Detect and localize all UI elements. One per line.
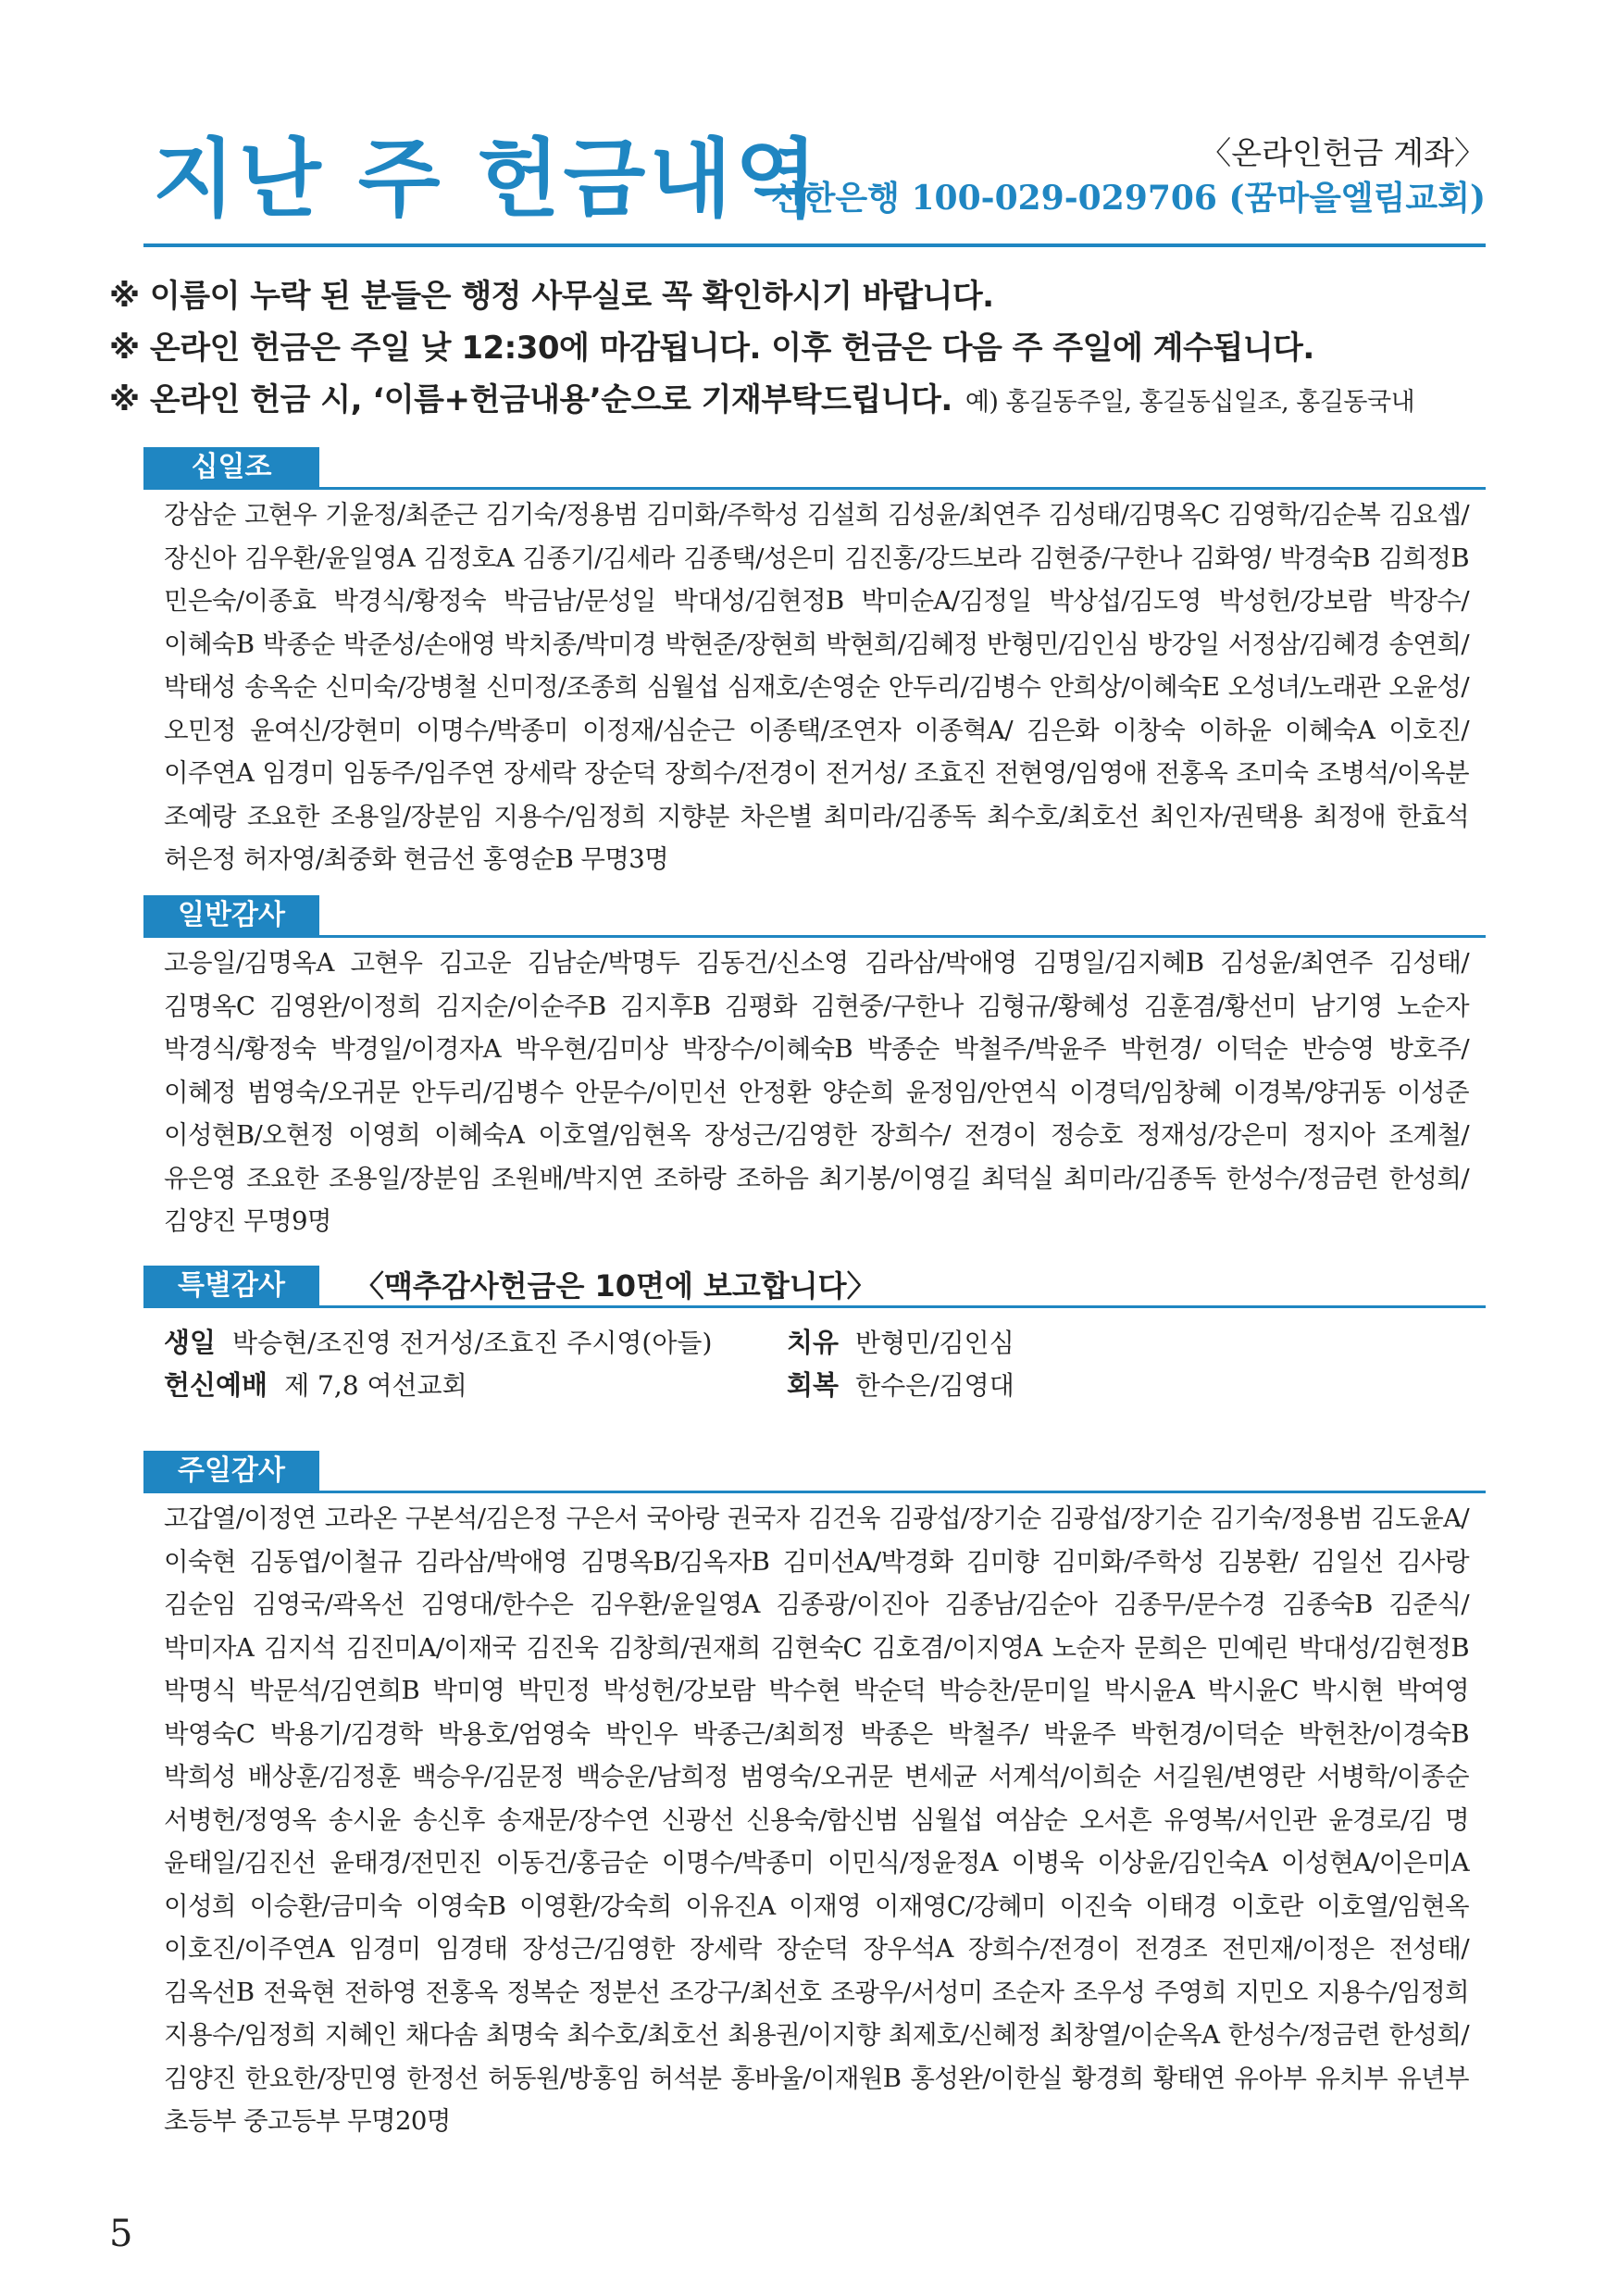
section-header bbox=[143, 1266, 1486, 1308]
name-list: 고갑열/이정연 고라온 구본석/김은정 구은서 국아랑 권국자 김건욱 김광섭/장기순 김광섭/장기순 김기숙/정용범 김도윤A/이숙현 김동엽/이철규 김라삼/박애영 김명옥B/김옥자B 김미선A/박경화 김미향 김미화/주학성 김봉환/ 김일선 김사랑 김순임 김영국/곽옥선 김영대/한수은 김우환/윤일영A 김종광/이진아 김종남/김순아 김종무/문수경 김종숙B 김준식/박미자A 김지석 김진미A/이재국 김진욱 김창희/권재희 김현숙C 김호겸/이지영A 노순자 문희은 민예린 박대성/김현정B 박명식 박문석/김연희B 박미영 박민정 박성헌/강보람 박수현 박순덕 박승찬/문미일 박시윤A 박시윤C 박시현 박여영 박영숙C 박용기/김경학 박용호/엄영숙 박인우 박종근/최희정 박종은 박철주/ 박윤주 박헌경/이덕순 박헌찬/이경숙B 박희성 배상훈/김정훈 백승우/김문정 백승운/남희정 범영숙/오귀문 변세균 서계석/이희순 서길원/변영란 서병학/이종순 서병헌/정영옥 송시윤 송신후 송재문/장수연 신광선 신용숙/함신범 심월섭 여삼순 오서흔 유영복/서인관 윤경로/김 명 윤태일/김진선 윤태경/전민진 이동건/홍금순 이명수/박종미 이민식/정윤정A 이병욱 이상윤/김인숙A 이성현A/이은미A 이성희 이승환/금미숙 이영숙B 이영환/강숙희 이유진A 이재영 이재영C/강혜미 이진숙 이태경 이호란 이호열/임현옥 이호진/이주연A 임경미 임경태 장성근/김영한 장세락 장순덕 장우석A 장희수/전경이 전경조 전민재/이정은 전성태/김옥선B 전육현 전하영 전홍옥 정복순 정분선 조강구/최선호 조광우/서성미 조순자 조우성 주영희 지민오 지용수/임정희 지용수/임정희 지혜인 채다솜 최명숙 최수호/최호선 최용권/이지향 최제호/신혜정 최창열/이순옥A 한성수/정금련 한성희/김양진 한요한/장민영 한정선 허동원/방홍임 허석분 홍바울/이재원B 홍성완/이한실 황경희 황태연 유아부 유치부 유년부 초등부 중고등부 무명20명 bbox=[164, 1504, 1469, 2136]
section-label: 주일감사 bbox=[143, 1451, 319, 1491]
section-label: 일반감사 bbox=[143, 895, 319, 936]
page-number: 5 bbox=[109, 2213, 133, 2255]
section-special-thanks bbox=[143, 1266, 1486, 1414]
notice-item: ※ 이름이 누락 된 분들은 행정 사무실로 꼭 확인하시기 바랍니다. bbox=[109, 278, 994, 315]
online-account-label: 〈온라인헌금 계좌〉 bbox=[1200, 135, 1486, 172]
section-label: 십일조 bbox=[143, 447, 319, 488]
section-note: 〈맥추감사헌금은 10면에 보고합니다〉 bbox=[355, 1268, 877, 1304]
page-header bbox=[143, 111, 1486, 259]
special-row-dedication: 헌신예배 제 7,8 여선교회 bbox=[164, 1369, 467, 1401]
section-divider bbox=[143, 1305, 1486, 1308]
special-list bbox=[164, 1321, 1486, 1414]
section-tithe bbox=[143, 447, 1486, 881]
name-list: 강삼순 고현우 기윤정/최준근 김기숙/정용범 김미화/주학성 김설희 김성윤/최연주 김성태/김명옥C 김영학/김순복 김요셉/장신아 김우환/윤일영A 김정호A 김종기/김세라 김종택/성은미 김진홍/강드보라 김현중/구한나 김화영/ 박경숙B 김희정B 민은숙/이종효 박경식/황정숙 박금남/문성일 박대성/김현정B 박미순A/김정일 박상섭/김도영 박성헌/강보람 박장수/이혜숙B 박종순 박준성/손애영 박치종/박미경 박현준/장현희 박현희/김혜정 반형민/김인심 방강일 서정삼/김혜경 송연희/박태성 송옥순 신미숙/강병철 신미정/조종희 심월섭 심재호/손영순 안두리/김병수 안희상/이혜숙E 오성녀/노래관 오윤성/오민정 윤여신/강현미 이명수/박종미 이정재/심순근 이종택/조연자 이종혁A/ 김은화 이창숙 이하윤 이혜숙A 이호진/이주연A 임경미 임동주/임주연 장세락 장순덕 장희수/전경이 전거성/ 조효진 전현영/임영애 전홍옥 조미숙 조병석/이옥분 조예랑 조요한 조용일/장분임 지용수/임정희 지향분 차은별 최미라/김종독 최수호/최호선 최인자/권택용 최정애 한효석 허은정 허자영/최중화 현금선 홍영순B 무명3명 bbox=[164, 500, 1469, 874]
section-header bbox=[143, 447, 1486, 490]
special-row-birthday: 생일 박승현/조진영 전거성/조효진 주시영(아들) bbox=[164, 1327, 713, 1358]
notice-example: 예) 홍길동주일, 홍길동십일조, 홍길동국내 bbox=[965, 388, 1415, 417]
section-general-thanks bbox=[143, 895, 1486, 1243]
section-divider bbox=[143, 1491, 1486, 1493]
notice-item: ※ 온라인 헌금 시, ‘이름+헌금내용’순으로 기재부탁드립니다. 예) 홍길동주일, 홍길동십일조, 홍길동국내 bbox=[109, 381, 1415, 418]
page-title: 지난 주 헌금내역 bbox=[153, 130, 822, 229]
notice-list bbox=[109, 270, 1498, 426]
special-row-healing: 치유 반형민/김인심 bbox=[787, 1327, 1014, 1358]
name-list: 고응일/김명옥A 고현우 김고운 김남순/박명두 김동건/신소영 김라삼/박애영 김명일/김지혜B 김성윤/최연주 김성태/김명옥C 김영완/이정희 김지순/이순주B 김지후B 김평화 김현중/구한나 김형규/황혜성 김훈겸/황선미 남기영 노순자 박경식/황정숙 박경일/이경자A 박우현/김미상 박장수/이혜숙B 박종순 박철주/박윤주 박헌경/ 이덕순 반승영 방호주/이혜정 범영숙/오귀문 안두리/김병수 안문수/이민선 안정환 양순희 윤정임/안연식 이경덕/임창혜 이경복/양귀동 이성준 이성현B/오현정 이영희 이혜숙A 이호열/임현옥 장성근/김영한 장희수/ 전경이 정승호 정재성/강은미 정지아 조계철/유은영 조요한 조용일/장분임 조원배/박지연 조하랑 조하음 최기봉/이영길 최덕실 최미라/김종독 한성수/정금련 한성희/김양진 무명9명 bbox=[164, 948, 1469, 1236]
section-sunday-thanks bbox=[143, 1451, 1486, 2143]
special-row-recovery: 회복 한수은/김영대 bbox=[787, 1369, 1014, 1401]
section-label: 특별감사 bbox=[143, 1266, 319, 1306]
section-divider bbox=[143, 935, 1486, 938]
header-divider bbox=[143, 243, 1486, 247]
section-divider bbox=[143, 487, 1486, 490]
notice-item: ※ 온라인 헌금은 주일 낮 12:30에 마감됩니다. 이후 헌금은 다음 주 주일에 계수됩니다. bbox=[109, 330, 1314, 367]
online-account-info: 신한은행 100-029-029706 (꿈마을엘림교회) bbox=[770, 179, 1486, 218]
section-header bbox=[143, 895, 1486, 938]
section-header bbox=[143, 1451, 1486, 1493]
